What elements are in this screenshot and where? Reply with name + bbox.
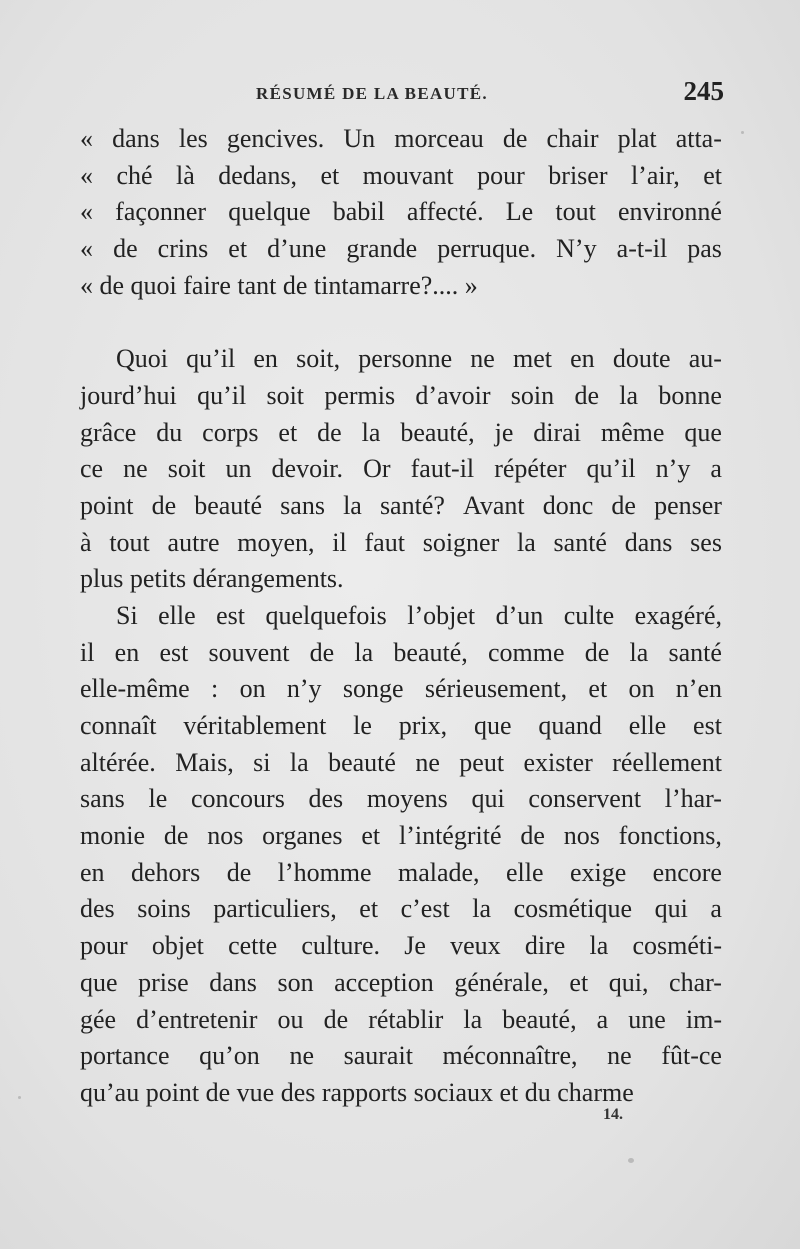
text-line: jourd’hui qu’il soit permis d’avoir soin de la bonne (80, 380, 722, 410)
body-text (80, 121, 722, 1112)
text-line: sans le concours des moyens qui conservent l’har- (80, 784, 722, 814)
text-line: plus petits dérangements. (80, 564, 344, 594)
running-head-title: RÉSUMÉ DE LA BEAUTÉ. (256, 84, 488, 103)
text-line: « ché là dedans, et mouvant pour briser l’air, et (80, 160, 722, 190)
text-line: ce ne soit un devoir. Or faut-il répéter qu’il n’y a (80, 454, 722, 484)
text-line: grâce du corps et de la beauté, je dirai même que (80, 417, 722, 447)
text-line: il en est souvent de la beauté, comme de la santé (80, 637, 722, 667)
paper-speck (741, 131, 744, 134)
running-head (80, 78, 724, 110)
text-line: en dehors de l’homme malade, elle exige encore (80, 857, 722, 887)
text-line: qu’au point de vue des rapports sociaux et du charme (80, 1077, 634, 1107)
paper-speck (18, 1096, 21, 1099)
text-line: pour objet cette culture. Je veux dire la cosméti- (80, 931, 722, 961)
page-number: 245 (683, 76, 724, 106)
text-line: « de crins et d’une grande perruque. N’y a-t-il pas (80, 234, 722, 264)
paper-speck (628, 1158, 634, 1163)
text-line: monie de nos organes et l’intégrité de nos fonctions, (80, 821, 722, 851)
text-line: « dans les gencives. Un morceau de chair plat atta- (80, 124, 722, 153)
text-line: « de quoi faire tant de tintamarre?.... » (80, 270, 478, 300)
text-line: « façonner quelque babil affecté. Le tout environné (80, 197, 722, 227)
text-line: Si elle est quelquefois l’objet d’un culte exagéré, (116, 600, 722, 630)
text-line: gée d’entretenir ou de rétablir la beauté, a une im- (80, 1004, 722, 1034)
text-line: connaît véritablement le prix, que quand elle est (80, 711, 722, 740)
text-line: portance qu’on ne saurait méconnaître, ne fût-ce (80, 1041, 722, 1071)
signature-mark: 14. (603, 1106, 623, 1123)
text-line: altérée. Mais, si la beauté ne peut exister réellement (80, 747, 722, 777)
text-line: des soins particuliers, et c’est la cosmétique qui a (80, 894, 722, 924)
text-line: elle-même : on n’y songe sérieusement, et on n’en (80, 674, 722, 704)
text-line: point de beauté sans la santé? Avant donc de penser (80, 490, 722, 520)
paragraph-gap (80, 304, 722, 341)
text-line: à tout autre moyen, il faut soigner la santé dans ses (80, 527, 722, 557)
text-line: Quoi qu’il en soit, personne ne met en doute au- (116, 344, 722, 374)
text-line: que prise dans son acception générale, et qui, char- (80, 967, 722, 997)
